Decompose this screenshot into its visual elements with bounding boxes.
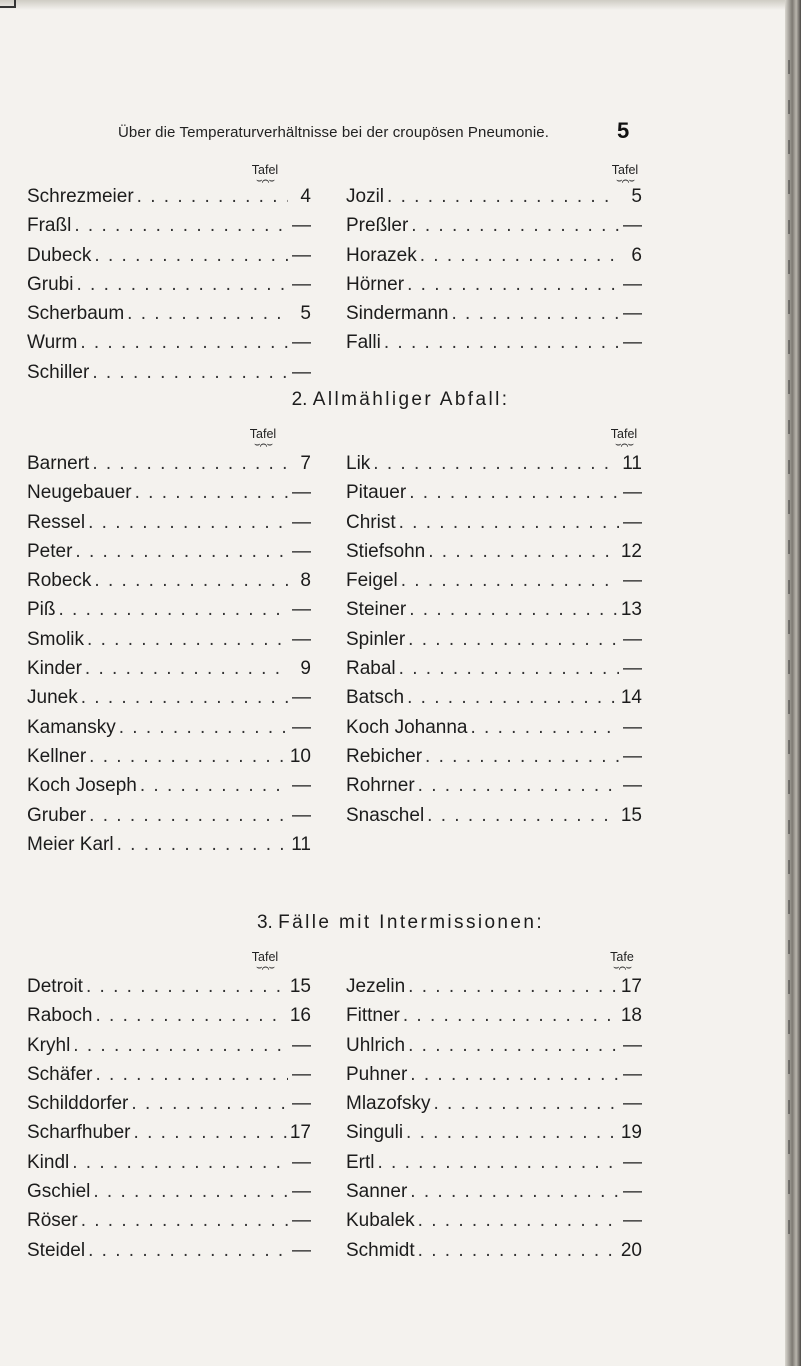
list-entry [27,1001,311,1030]
entry-name: Smolik [27,628,85,650]
entry-name: Wurm [27,332,78,354]
entry-name: Koch Johanna [346,716,468,738]
list-entry [27,566,311,595]
list-entry [346,713,642,742]
list-entry [346,742,642,771]
section3-left-list [27,972,311,1265]
entry-name: Steidel [27,1239,86,1261]
dot-leader [95,1060,288,1089]
entry-tafel-value: — [623,1093,642,1115]
dot-leader [373,449,619,478]
list-entry [346,972,642,1001]
dot-leader [92,358,288,387]
dot-leader [94,241,288,270]
entry-tafel-value: — [623,658,642,680]
dot-leader [134,1118,287,1147]
list-entry [27,830,311,859]
entry-name: Barnert [27,453,90,474]
tafel-header-right [602,427,646,449]
running-header [0,118,801,150]
dot-leader [410,1060,619,1089]
entry-name: Robeck [27,570,92,592]
entry-tafel-value: — [292,511,311,533]
dot-leader [81,683,288,712]
entry-tafel-value: 5 [631,186,642,207]
dot-leader [433,1089,619,1118]
list-entry [346,241,642,270]
entry-name: Kindl [27,1151,70,1173]
section2-left-column [27,449,311,859]
entry-tafel-value: 9 [300,658,311,680]
entry-tafel-value: 10 [289,745,311,767]
entry-tafel-value: 11 [622,453,642,474]
list-entry [27,771,311,800]
dot-leader [86,972,287,1001]
dot-leader [94,566,288,595]
section3-right-list [346,972,642,1265]
list-entry [346,625,642,654]
entry-name: Uhlrich [346,1034,406,1056]
list-entry [346,1031,642,1060]
entry-name: Stiefsohn [346,540,426,562]
entry-name: Kubalek [346,1210,415,1232]
list-entry [27,211,311,240]
list-entry [27,654,311,683]
dot-leader [427,801,618,830]
dot-leader [425,742,619,771]
list-entry [27,1206,311,1235]
entry-tafel-value: — [623,273,642,295]
list-entry [27,683,311,712]
tafel-label: Tafel [251,950,279,964]
entry-name: Fraßl [27,215,72,237]
entry-tafel-value: — [623,1063,642,1085]
dot-leader [418,1236,618,1265]
section1-left-list [27,182,311,387]
dot-leader [89,742,287,771]
entry-tafel-value: 18 [620,1005,642,1027]
section3-right-column [346,972,642,1265]
list-entry [346,449,642,478]
section2-title: Allmähliger Abfall: [312,389,510,410]
section2-heading [0,389,801,411]
list-entry [27,449,311,478]
dot-leader [471,713,620,742]
dot-leader [93,1177,288,1206]
list-entry [346,1236,642,1265]
entry-tafel-value: — [292,1210,311,1232]
dot-leader [399,654,619,683]
entry-name: Kamansky [27,716,116,738]
section3-heading [0,912,801,934]
entry-tafel-value: 4 [300,186,311,207]
dot-leader [407,683,618,712]
swash-ornament: ⌣⌒⌣ [612,962,632,973]
entry-name: Feigel [346,570,398,592]
dot-leader [92,449,288,478]
entry-name: Piß [27,599,56,621]
entry-name: Sindermann [346,303,449,325]
list-entry [346,1089,642,1118]
entry-name: Schäfer [27,1063,93,1085]
entry-name: Schilddorfer [27,1093,129,1115]
entry-tafel-value: — [292,244,311,266]
list-entry [27,328,311,357]
dot-leader [59,595,289,624]
list-entry [346,270,642,299]
entry-name: Batsch [346,687,405,709]
list-entry [27,1236,311,1265]
swash-ornament: ⌣⌒⌣ [614,439,634,450]
entry-tafel-value: — [292,1093,311,1115]
entry-tafel-value: — [623,332,642,354]
dot-leader [88,1236,288,1265]
tafel-label: Tafe [610,950,634,964]
entry-tafel-value: — [292,482,311,504]
entry-tafel-value: — [623,1210,642,1232]
entry-tafel-value: — [292,1151,311,1173]
entry-name: Preßler [346,215,409,237]
dot-leader [85,654,288,683]
entry-tafel-value: — [623,215,642,237]
dot-leader [135,478,288,507]
dot-leader [408,972,618,1001]
list-entry [27,537,311,566]
list-entry [346,683,642,712]
entry-tafel-value: 15 [620,804,642,826]
entry-tafel-value: — [623,745,642,767]
entry-name: Falli [346,332,381,354]
list-entry [346,478,642,507]
dot-leader [140,771,288,800]
list-entry [27,241,311,270]
list-entry [27,1060,311,1089]
list-entry [27,713,311,742]
list-entry [346,537,642,566]
tafel-label: Tafel [611,163,639,177]
entry-name: Steiner [346,599,407,621]
list-entry [27,270,311,299]
entry-name: Rohrner [346,775,415,797]
dot-leader [403,1001,618,1030]
entry-tafel-value: — [623,570,642,592]
entry-tafel-value: 17 [289,1122,311,1144]
dot-leader [72,1148,288,1177]
entry-tafel-value: 14 [620,687,642,709]
dot-leader [399,508,619,537]
entry-name: Junek [27,687,78,709]
list-entry [346,595,642,624]
entry-name: Gschiel [27,1181,91,1203]
dot-leader [74,211,288,240]
entry-name: Puhner [346,1063,408,1085]
entry-tafel-value: — [292,1239,311,1261]
list-entry [27,801,311,830]
entry-tafel-value: — [292,1063,311,1085]
dot-leader [409,478,619,507]
entry-name: Ertl [346,1151,375,1173]
dot-leader [428,537,618,566]
list-entry [346,801,642,830]
entry-name: Rebicher [346,745,423,767]
section3-left-column [27,972,311,1265]
dot-leader [75,537,288,566]
swash-ornament: ⌣⌒⌣ [255,962,275,973]
entry-name: Schmidt [346,1239,415,1261]
running-title: Über die Temperaturverhältnisse bei der croupösen Pneumonie. [118,124,549,141]
entry-name: Mlazofsky [346,1093,431,1115]
entry-tafel-value: — [292,716,311,738]
entry-name: Röser [27,1210,78,1232]
entry-name: Dubeck [27,244,92,266]
dot-leader [137,182,288,211]
entry-name: Detroit [27,976,83,997]
entry-tafel-value: — [623,628,642,650]
entry-name: Schrezmeier [27,186,134,207]
dot-leader [117,830,288,859]
swash-ornament: ⌣⌒⌣ [615,175,635,186]
list-entry [27,1148,311,1177]
dot-leader [408,625,619,654]
tafel-label: Tafel [249,427,277,441]
dot-leader [406,1118,618,1147]
list-entry [27,1118,311,1147]
list-entry [346,1177,642,1206]
entry-tafel-value: — [623,303,642,325]
section1-right-column [346,182,642,358]
dot-leader [384,328,619,357]
dot-leader [409,595,618,624]
entry-tafel-value: 13 [620,599,642,621]
dot-leader [378,1148,620,1177]
section3-number: 3. [256,912,273,933]
list-entry [27,625,311,654]
list-entry [346,299,642,328]
list-entry [27,1177,311,1206]
entry-tafel-value: — [623,1151,642,1173]
section2-number: 2. [291,389,308,410]
entry-name: Jozil [346,186,385,207]
dot-leader [87,625,288,654]
entry-name: Raboch [27,1005,93,1027]
entry-name: Meier Karl [27,833,114,855]
entry-tafel-value: 20 [620,1239,642,1261]
tafel-header-right [600,950,644,972]
page-corner-mark [0,0,16,8]
entry-tafel-value: 12 [620,540,642,562]
dot-leader [401,566,619,595]
entry-name: Sanner [346,1181,408,1203]
entry-tafel-value: 17 [620,976,642,997]
entry-name: Kinder [27,658,82,680]
entry-name: Hörner [346,273,405,295]
entry-name: Schiller [27,361,90,383]
entry-tafel-value: — [623,511,642,533]
dot-leader [89,801,288,830]
dot-leader [418,771,619,800]
entry-name: Singuli [346,1122,404,1144]
dot-leader [73,1031,288,1060]
section2-right-column [346,449,642,830]
entry-tafel-value: 6 [631,244,642,266]
dot-leader [131,1089,288,1118]
entry-name: Christ [346,511,396,533]
section1-right-list [346,182,642,358]
list-entry [27,182,311,211]
entry-tafel-value: — [623,482,642,504]
section3-title: Fälle mit Intermissionen: [278,912,545,933]
dot-leader [408,1031,619,1060]
list-entry [27,299,311,328]
page-number: 5 [617,118,630,143]
swash-ornament: ⌣⌒⌣ [253,439,273,450]
list-entry [27,358,311,387]
list-entry [27,478,311,507]
entry-name: Scharfhuber [27,1122,131,1144]
entry-name: Gruber [27,804,87,826]
dot-leader [80,328,288,357]
entry-name: Grubi [27,273,74,295]
dot-leader [81,1206,288,1235]
entry-tafel-value: — [292,775,311,797]
entry-tafel-value: — [623,775,642,797]
section1-left-column [27,182,311,387]
dot-leader [119,713,288,742]
dot-leader [407,270,619,299]
list-entry [346,182,642,211]
entry-name: Kellner [27,745,87,767]
list-entry [346,211,642,240]
list-entry [346,508,642,537]
list-entry [27,1031,311,1060]
list-entry [346,654,642,683]
list-entry [346,1118,642,1147]
entry-name: Lik [346,453,371,474]
entry-tafel-value: — [292,540,311,562]
entry-tafel-value: 11 [291,833,311,855]
entry-tafel-value: — [292,1181,311,1203]
list-entry [27,595,311,624]
entry-tafel-value: — [292,628,311,650]
entry-tafel-value: — [623,1034,642,1056]
tafel-label: Tafel [251,163,279,177]
dot-leader [418,1206,619,1235]
dot-leader [76,270,288,299]
dot-leader [387,182,619,211]
entry-name: Scherbaum [27,303,125,325]
dot-leader [410,1177,619,1206]
entry-tafel-value: 16 [289,1005,311,1027]
dot-leader [96,1001,287,1030]
entry-tafel-value: — [623,716,642,738]
entry-tafel-value: 8 [300,570,311,592]
entry-name: Fittner [346,1005,400,1027]
entry-tafel-value: — [292,332,311,354]
entry-name: Ressel [27,511,86,533]
entry-name: Neugebauer [27,482,132,504]
entry-name: Horazek [346,244,417,266]
dot-leader [88,508,288,537]
dot-leader [451,299,619,328]
entry-tafel-value: — [292,361,311,383]
entry-name: Jezelin [346,976,406,997]
list-entry [346,1060,642,1089]
entry-name: Kryhl [27,1034,71,1056]
tafel-header-left [241,427,285,449]
list-entry [346,1148,642,1177]
dot-leader [411,211,619,240]
entry-name: Koch Joseph [27,775,137,797]
list-entry [27,1089,311,1118]
list-entry [346,566,642,595]
entry-tafel-value: — [292,1034,311,1056]
entry-name: Pitauer [346,482,407,504]
entry-tafel-value: — [623,1181,642,1203]
entry-tafel-value: — [292,215,311,237]
dot-leader [127,299,288,328]
entry-name: Rabal [346,658,396,680]
entry-name: Snaschel [346,804,425,826]
entry-tafel-value: — [292,273,311,295]
list-entry [346,1206,642,1235]
page-binding-edge [785,0,801,1366]
tafel-header-left [243,950,287,972]
entry-tafel-value: 19 [620,1122,642,1144]
list-entry [346,1001,642,1030]
section2-right-list [346,449,642,830]
section2-left-list [27,449,311,859]
list-entry [27,508,311,537]
entry-tafel-value: 7 [300,453,311,474]
entry-tafel-value: — [292,804,311,826]
tafel-label: Tafel [610,427,638,441]
list-entry [346,328,642,357]
entry-tafel-value: 5 [300,303,311,325]
entry-tafel-value: 15 [289,976,311,997]
list-entry [27,742,311,771]
entry-name: Spinler [346,628,406,650]
list-entry [27,972,311,1001]
entry-tafel-value: — [292,687,311,709]
list-entry [346,771,642,800]
entry-name: Peter [27,540,73,562]
page-top-edge [0,0,801,10]
dot-leader [420,241,619,270]
entry-tafel-value: — [292,599,311,621]
swash-ornament: ⌣⌒⌣ [255,175,275,186]
